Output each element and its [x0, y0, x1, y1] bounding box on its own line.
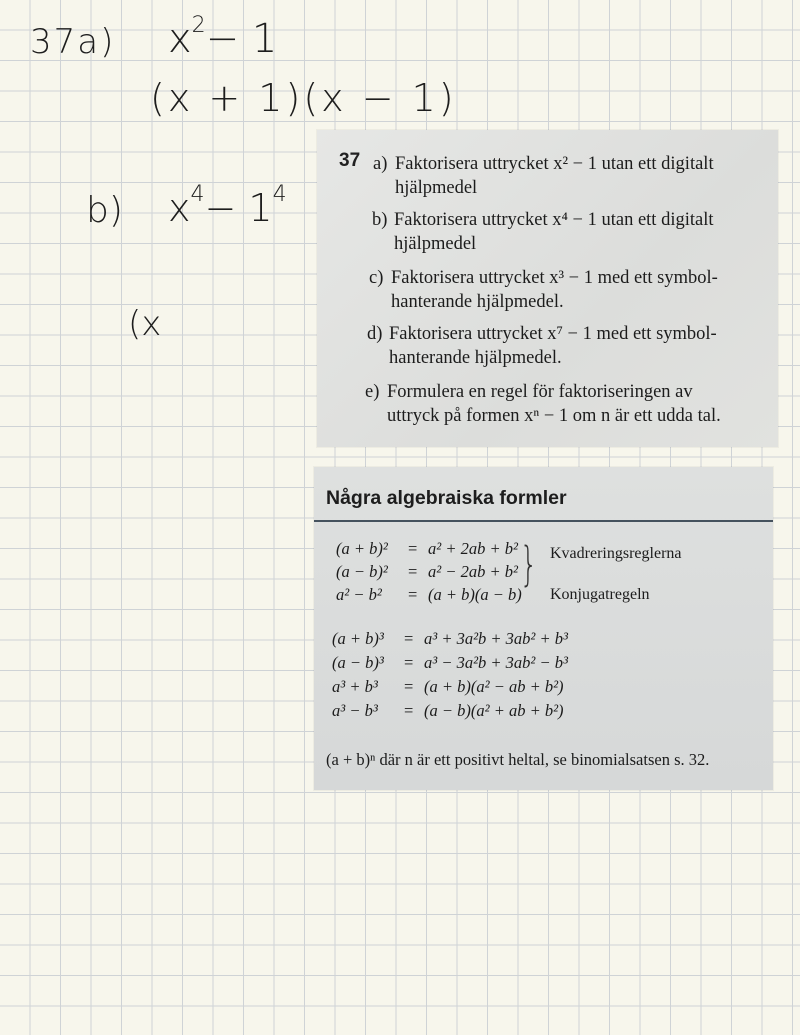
- handwritten-label-b: b): [86, 190, 123, 231]
- rule-name-square: Kvadreringsreglerna: [550, 545, 682, 562]
- handwritten-label-37a: 37a): [30, 22, 116, 62]
- right-brace-icon: }: [519, 537, 538, 591]
- exercise-number: 37: [339, 150, 361, 171]
- rule-name-conjugate: Konjugatregeln: [550, 586, 650, 603]
- exercise-item-b: b) Faktorisera uttrycket x⁴ − 1 utan ett digitalt hjälpmedel: [372, 210, 714, 254]
- handwritten-x-squared-minus-1: $x^2- 1$: [168, 12, 278, 62]
- title-divider: [314, 520, 773, 522]
- handwritten-x4-minus-1-4: $x^4- 1^4$: [168, 182, 287, 230]
- algebra-formulas-image: Några algebraiska formler (a + b)² = a² + 2ab + b² (a − b)² = a² − 2ab + b² a² − b² = (a + b)(a − b) } Kvadreringsreglerna Konjugatregeln (a + b)³ = a³ + 3a²b + 3ab² + b³ (a − b)³ = a³ − 3a²b + 3ab² − b³ a³ + b³ = (a + b)(a² − ab + b²) a³ − b³ = (a − b)(a² + ab + b²) (a + b)ⁿ där n är ett positivt heltal, se binomialsatsen s. 32.: [314, 467, 773, 790]
- handwritten-factored-expression: (x + 1)(x − 1): [150, 76, 457, 120]
- exercise-item-d: d) Faktorisera uttrycket x⁷ − 1 med ett symbol- hanterande hjälpmedel.: [367, 324, 717, 368]
- formula-title: Några algebraiska formler: [326, 487, 567, 509]
- exercise-item-a: a) Faktorisera uttrycket x² − 1 utan ett digitalt hjälpmedel: [373, 154, 714, 198]
- handwritten-partial-expression: (x: [128, 304, 162, 344]
- exercise-item-e: e) Formulera en regel för faktoriseringen av uttryck på formen xⁿ − 1 om n är ett udda tal.: [365, 382, 721, 426]
- binomial-note: (a + b)ⁿ där n är ett positivt heltal, se binomialsatsen s. 32.: [326, 750, 710, 769]
- exercise-37-image: [317, 130, 778, 447]
- exercise-item-c: c) Faktorisera uttrycket x³ − 1 med ett symbol- hanterande hjälpmedel.: [369, 268, 718, 312]
